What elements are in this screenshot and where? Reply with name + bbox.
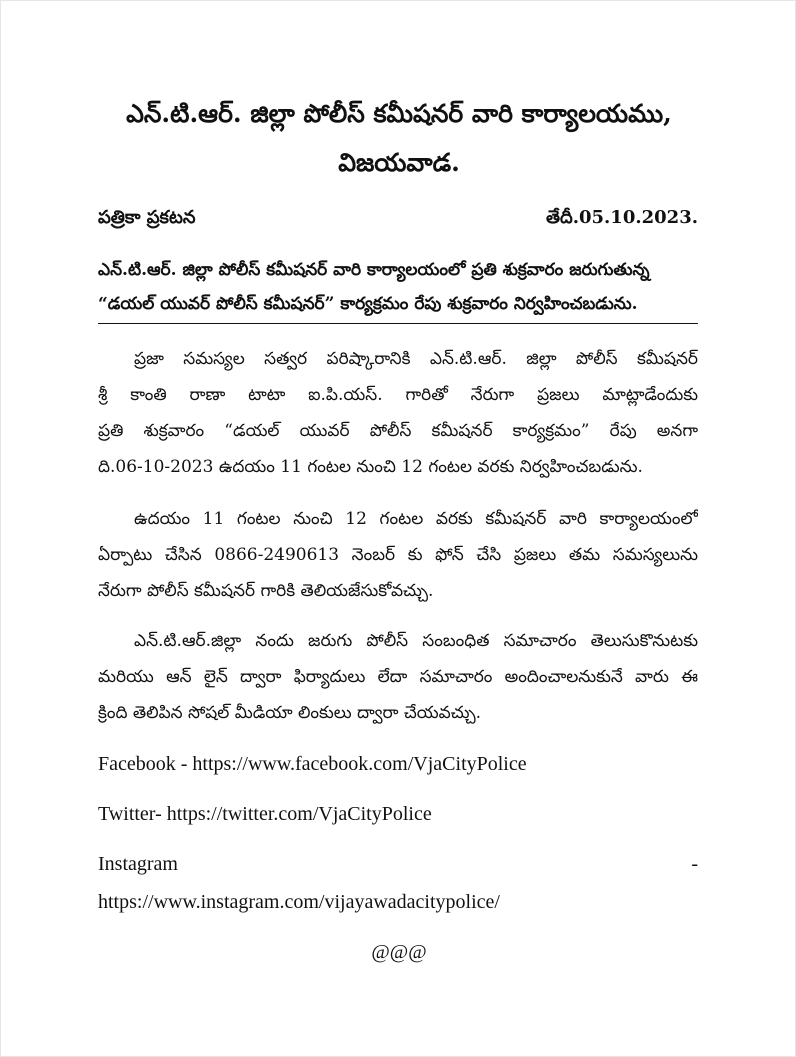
paragraph-phone <box>98 501 698 609</box>
paragraph-line: ఉదయం 11 గంటల నుంచి 12 గంటల వరకు కమీషనర్ వారి కార్యాలయంలో <box>134 509 698 529</box>
facebook-link: Facebook - https://www.facebook.com/VjaCityPolice <box>98 753 527 775</box>
instagram-label: Instagram <box>98 853 178 875</box>
release-date: తేదీ.05.10.2023. <box>546 207 698 228</box>
instagram-dash: - <box>691 853 698 875</box>
paragraph-line: ప్రజా సమస్యల సత్వర పరిష్కారానికి ఎన్.టి.ఆర్. జిల్లా పోలీస్ కమీషనర్ <box>134 349 698 369</box>
press-release-label: పత్రికా ప్రకటన <box>98 207 196 228</box>
end-mark: @@@ <box>371 941 427 963</box>
office-title: ఎన్.టి.ఆర్. జిల్లా పోలీస్ కమీషనర్ వారి కార్యాలయము, <box>126 99 672 128</box>
paragraph-line: ఎన్.టి.ఆర్.జిల్లా నందు జరుగు పోలీస్ సంబంధిత సమాచారం తెలుసుకొనుటకు <box>134 631 698 651</box>
subject-line: “డయల్ యువర్ పోలీస్ కమీషనర్” కార్యక్రమం రేపు శుక్రవారం నిర్వహించబడును. <box>98 294 638 314</box>
subject-line: ఎన్.టి.ఆర్. జిల్లా పోలీస్ కమీషనర్ వారి కార్యాలయంలో ప్రతి శుక్రవారం జరుగుతున్న <box>98 260 650 280</box>
paragraph-line: శ్రీ కాంతి రాణా టాటా ఐ.పి.యస్. గారితో నేరుగా ప్రజలు మాట్లాడేందుకు <box>98 385 698 405</box>
instagram-link: https://www.instagram.com/vijayawadacitypolice/ <box>98 891 500 913</box>
office-city: విజయవాడ. <box>338 148 460 177</box>
paragraph-social-media <box>98 623 698 731</box>
paragraph-announcement <box>98 341 698 485</box>
twitter-link: Twitter- https://twitter.com/VjaCityPolice <box>98 803 432 825</box>
paragraph-line: మరియు ఆన్ లైన్ ద్వారా ఫిర్యాదులు లేదా సమాచారం అందించాలనుకునే వారు ఈ <box>98 667 698 687</box>
instagram-label-row <box>98 853 698 876</box>
paragraph-line: ది.06-10-2023 ఉదయం 11 గంటల నుంచి 12 గంటల వరకు నిర్వహించబడును. <box>98 457 643 477</box>
paragraph-line: ఏర్పాటు చేసిన 0866-2490613 నెంబర్ కు ఫోన్ చేసి ప్రజలు తమ సమస్యలును <box>98 545 698 565</box>
subject-heading <box>98 253 698 324</box>
paragraph-line: నేరుగా పోలీస్ కమీషనర్ గారికి తెలియజేసుకోవచ్చు. <box>98 581 434 601</box>
paragraph-line: క్రింది తెలిపిన సోషల్ మీడియా లింకులు ద్వారా చేయవచ్చు. <box>98 703 482 723</box>
paragraph-line: ప్రతి శుక్రవారం “డయల్ యువర్ పోలీస్ కమీషనర్ కార్యక్రమం” రేపు అనగా <box>98 421 698 441</box>
